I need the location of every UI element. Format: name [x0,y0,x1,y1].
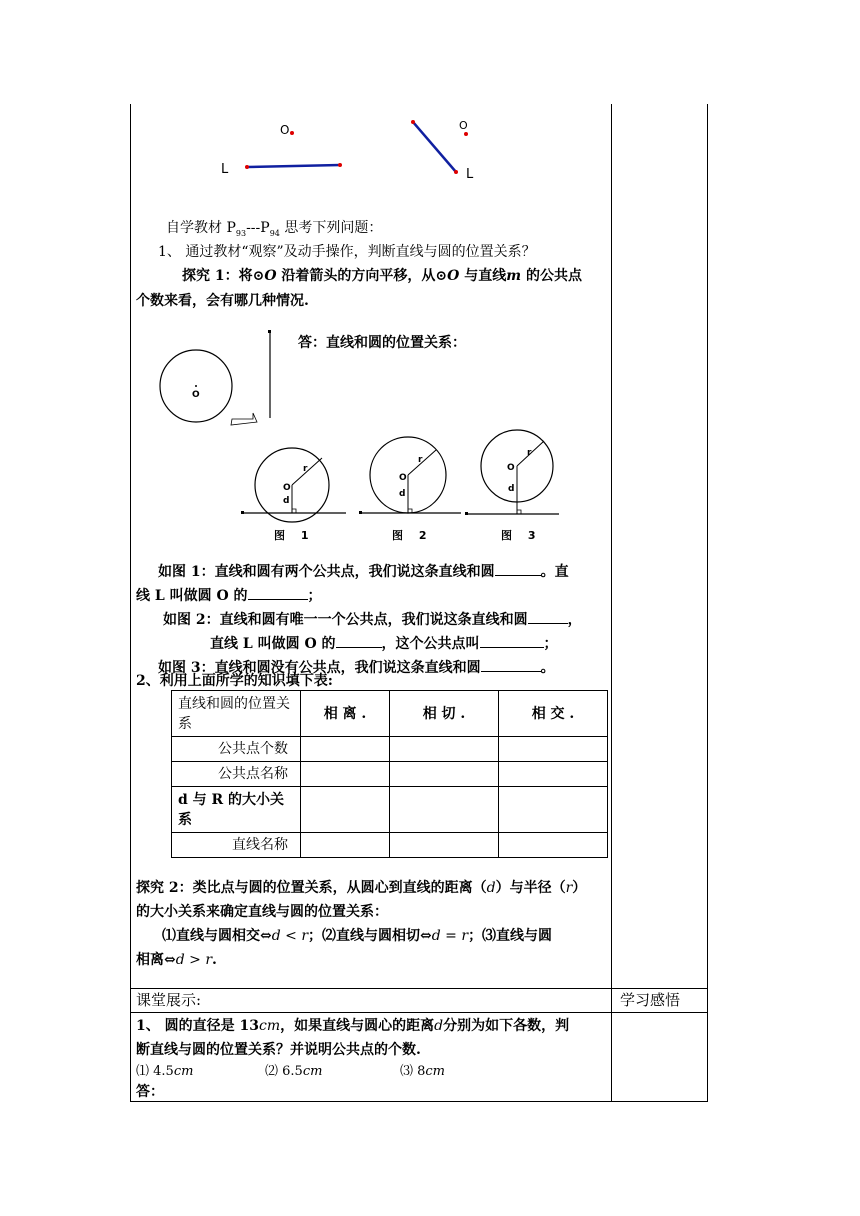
top-fig2-label-l: L [466,167,474,182]
relations-line2: 相离⇔d > r. [136,952,217,968]
frame-left-border [130,104,131,1102]
blank-1[interactable] [495,561,541,576]
explore-1-line2: 个数来看，会有哪几种情况. [136,293,309,309]
fig3-sentence: 如图 3：直线和圆没有公共点，我们说这条直线和圆 。 [158,657,555,678]
section-top-line [130,988,708,989]
fig3-label-r: r [527,448,532,458]
table-header-row [172,691,608,737]
blank-5[interactable] [480,633,544,648]
exercise-option-3: ⑶ 8cm [400,1064,446,1079]
table-row-label: d 与 R 的大小关系 [172,787,301,833]
table-cell[interactable] [301,787,390,833]
table-cell[interactable] [499,737,608,762]
fig1-label-o: O [283,483,291,493]
table-row-label: 公共点个数 [172,737,301,762]
top-fig1-label-l: L [221,162,229,177]
top-fig2-line [413,122,456,172]
table-cell[interactable] [499,787,608,833]
moving-circle-label-o: O [192,390,200,400]
table-row [172,762,608,787]
table-row [172,833,608,858]
table-header-cell: 直线和圆的位置关系 [172,691,301,737]
section-title-left: 课堂展示: [136,991,202,1009]
exercise-1-line2: 断直线与圆的位置关系？并说明公共点的个数. [136,1042,421,1058]
exercise-answer-label: 答： [136,1084,164,1100]
fig3-label-o: O [507,463,515,473]
exercise-option-2: ⑵ 6.5cm [265,1064,323,1079]
explore-1-line1: 探究 1：将⊙O 沿着箭头的方向平移，从⊙O 与直线m 的公共点 [182,268,582,284]
section-title-right: 学习感悟 [620,991,681,1009]
frame-bottom-border [130,1101,708,1102]
circle-translation-figure [150,325,280,435]
blank-6[interactable] [481,657,541,672]
table-header-cell: 相 交 . [499,691,608,737]
exercise-1-line1: 1、 圆的直径是 13cm，如果直线与圆心的距离d分别为如下各数，判 [136,1018,570,1034]
relations-line1: ⑴直线与圆相交⇔d < r；⑵直线与圆相切⇔d = r；⑶直线与圆 [162,928,553,944]
explore-2-line1: 探究 2：类比点与圆的位置关系，从圆心到直线的距离（d）与半径（r） [136,880,587,896]
blank-2[interactable] [248,585,308,600]
three-figures [236,428,566,548]
table-header-cell: 相 离 . [301,691,390,737]
fig2-sentence-line2: 直线 L 叫做圆 O 的 ，这个公共点叫 ； [210,633,558,654]
section-header-line [130,1012,708,1013]
table-cell[interactable] [390,787,499,833]
arrow-icon [231,413,257,425]
fig2-label-d: d [399,489,406,499]
exercise-option-1: ⑴ 4.5cm [136,1064,194,1079]
fig3-caption: 图 3 [501,529,542,542]
table-cell[interactable] [301,737,390,762]
table-cell[interactable] [390,737,499,762]
blank-4[interactable] [336,633,382,648]
answer-label: 答：直线和圆的位置关系： [298,335,466,351]
top-fig1-label-o: O [280,123,290,137]
top-fig1-line [247,165,340,167]
intro-line: 自学教材 $P_{93}---P_{94}$ 思考下列问题： [166,220,383,238]
table-row-label: 公共点名称 [172,762,301,787]
table-row [172,787,608,833]
frame-right-border [707,104,708,1102]
fig2-label-r: r [418,455,423,465]
fig2-caption: 图 2 [392,529,433,542]
top-fig1-center-point [290,131,294,135]
fig2-label-o: O [399,473,407,483]
top-fig2-label-o: O [459,119,468,132]
table-row-label: 直线名称 [172,833,301,858]
fig1-sentence-line1: 如图 1：直线和圆有两个公共点，我们说这条直线和圆 。直 [158,561,569,582]
table-cell[interactable] [390,762,499,787]
table-cell[interactable] [499,833,608,858]
explore-2-line2: 的大小关系来确定直线与圆的位置关系： [136,904,388,920]
question-2: 2、利用上面所学的知识填下表: [136,673,333,689]
fig2-sentence-line1: 如图 2：直线和圆有唯一一个公共点，我们说这条直线和圆 ， [163,609,582,630]
table-cell[interactable] [301,762,390,787]
top-fig2-center-point [464,132,468,136]
fig3-label-d: d [508,484,515,494]
table-header-cell: 相 切 . [390,691,499,737]
fig1-label-d: d [283,496,290,506]
fig1-label-r: r [303,464,308,474]
table-row [172,737,608,762]
fig1-caption: 图 1 [274,529,315,542]
question-1: 1、 通过教材“观察”及动手操作，判断直线与圆的位置关系？ [158,244,536,260]
relation-table [171,690,608,858]
blank-3[interactable] [528,609,568,624]
table-cell[interactable] [301,833,390,858]
table-cell[interactable] [390,833,499,858]
frame-divider [611,104,612,1102]
top-line-figure [210,110,500,190]
table-cell[interactable] [499,762,608,787]
fig1-sentence-line2: 线 L 叫做圆 O 的 ； [136,585,322,606]
